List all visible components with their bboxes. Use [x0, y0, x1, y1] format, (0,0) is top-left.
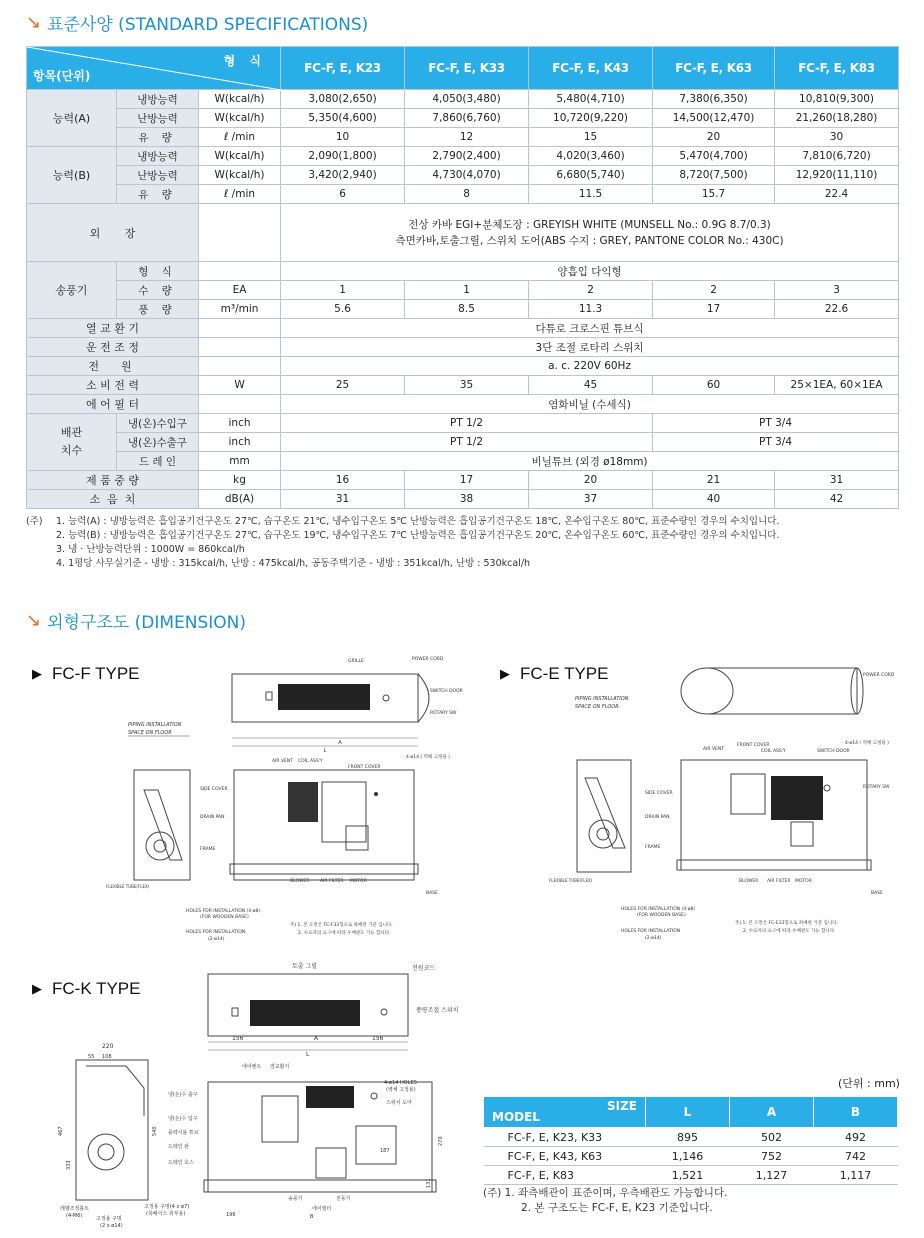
- for-wooden-label: (FOR WOODEN BASE): [200, 915, 249, 920]
- note-line: 4. 1평당 사무실기준 - 냉방 : 315kcal/h, 난방 : 475kcal/h, 공동주택기준 - 냉방 : 351kcal/h, 난방 : 530kcal/h: [56, 558, 531, 569]
- k-power-cord-label: 전원코드: [412, 965, 436, 972]
- holes-install-label: HOLES FOR INSTALLATION: [186, 930, 246, 935]
- table-cell: 1: [405, 281, 529, 300]
- table-cell: 42: [775, 490, 899, 509]
- table-cell: 8: [405, 185, 529, 204]
- fce-drawing: [545, 648, 895, 946]
- dim-l: L: [323, 748, 327, 754]
- k-flex-label: 플렉시블 튜브: [168, 1130, 199, 1136]
- table-cell: 5,480(4,710): [529, 90, 653, 109]
- holes-install-sub: (2-ø14): [645, 936, 662, 941]
- table-cell: 15.7: [653, 185, 775, 204]
- dimension-unit-note: (단위 : mm): [838, 1077, 900, 1090]
- table-cell: 4,050(3,480): [405, 90, 529, 109]
- table-cell: 1,127: [730, 1166, 814, 1185]
- table-cell: 2: [653, 281, 775, 300]
- table-cell: PT 1/2: [281, 433, 653, 452]
- k-motor-label: 전동기: [336, 1196, 351, 1202]
- table-cell: a. c. 220V 60Hz: [281, 357, 899, 376]
- blower-label: BLOWER: [290, 879, 310, 884]
- holes-install-sub: (2-ø14): [208, 937, 225, 942]
- row-unit-empty: [199, 204, 281, 262]
- row-unit: ℓ /min: [199, 185, 281, 204]
- table-cell: 15: [529, 128, 653, 147]
- dim-b: B: [310, 1214, 314, 1220]
- fcf-note-1: 주) 1. 본 도면은 FC-F33형으로 좌배관 기준 입니다.: [290, 923, 393, 928]
- exterior-cell: [281, 204, 899, 262]
- k-outlet-label: 냉(온)수 출구: [168, 1092, 198, 1098]
- table-cell: 5,470(4,700): [653, 147, 775, 166]
- row-unit: W(kcal/h): [199, 147, 281, 166]
- frame-label: FRAME: [645, 845, 661, 850]
- table-cell: 2,090(1,800): [281, 147, 405, 166]
- table-cell: 30: [775, 128, 899, 147]
- column-header: A: [730, 1097, 814, 1128]
- table-cell: 1,146: [646, 1147, 730, 1166]
- table-cell: 3,080(2,650): [281, 90, 405, 109]
- table-cell: 40: [653, 490, 775, 509]
- table-row: [27, 471, 899, 490]
- row-unit: EA: [199, 281, 281, 300]
- notes-mark: (주): [26, 516, 43, 527]
- header-type: 형 식: [223, 54, 267, 68]
- table-cell: 38: [405, 490, 529, 509]
- row-unit: dB(A): [199, 490, 281, 509]
- group-label-line: 배관: [60, 426, 83, 439]
- table-cell: 3,420(2,940): [281, 166, 405, 185]
- table-cell: 6,680(5,740): [529, 166, 653, 185]
- table-cell: 35: [405, 376, 529, 395]
- frame-label: FRAME: [200, 847, 216, 852]
- row-label: 냉(온)수출구: [117, 433, 199, 452]
- side-cover-label: SIDE COVER: [645, 791, 673, 796]
- table-cell: PT 3/4: [653, 433, 899, 452]
- spec-table: [26, 46, 899, 509]
- piping-installation-label: PIPING INSTALLATION: [575, 696, 629, 702]
- arrow-icon: ↘: [26, 610, 42, 631]
- row-label: 풍 량: [117, 300, 199, 319]
- row-label: 형 식: [117, 262, 199, 281]
- exterior-line: 전상 카바 EGI+분체도장 : GREYISH WHITE (MUNSELL No.: 0.9G 8.7/0.3): [408, 218, 771, 231]
- switch-door-label: SWITCH DOOR: [817, 749, 850, 754]
- table-cell: PT 1/2: [281, 414, 653, 433]
- dim-a: A: [338, 740, 342, 746]
- dim-131: 131: [426, 1178, 432, 1188]
- row-label: 유 량: [117, 185, 199, 204]
- table-cell: 20: [529, 471, 653, 490]
- model-header: FC-F, E, K33: [405, 47, 529, 90]
- flex-tube-label: FLEXIBLE TUBE(FLEX): [106, 884, 150, 889]
- note-line: 1. 능력(A) : 냉방능력은 흡입공기건구온도 27℃, 습구온도 21℃, 냉수입구온도 5℃ 난방능력은 흡입공기건구온도 18℃, 온수입구온도 80℃, 표준수량인 경우의 수치입니다.: [56, 516, 780, 527]
- k-heat-ex-label: 열교환기: [270, 1064, 290, 1070]
- speed-switch-label: 풍량조절 스위치: [416, 1007, 459, 1014]
- table-cell: 11.3: [529, 300, 653, 319]
- row-unit: inch: [199, 414, 281, 433]
- spec-notes: [26, 515, 779, 571]
- table-cell: 10,720(9,220): [529, 109, 653, 128]
- dim-a: A: [314, 1035, 319, 1042]
- table-cell: 4,730(4,070): [405, 166, 529, 185]
- row-label: 냉(온)수입구: [117, 414, 199, 433]
- dim-467: 467: [58, 1126, 64, 1136]
- fix-hole2-label: 고정용 구멍(4 x ø7): [144, 1204, 190, 1210]
- k-air-filter-label: 에어필터: [312, 1206, 332, 1212]
- table-row: [27, 262, 899, 281]
- k-holes-label: 4-ø14 HOLES: [384, 1080, 417, 1086]
- table-cell: 21,260(18,280): [775, 109, 899, 128]
- model-header: FC-F, E, K23: [281, 47, 405, 90]
- row-label: 소 비 전 력: [27, 376, 199, 395]
- fix-hole-sub: (2 x ø14): [100, 1223, 123, 1229]
- fce-note-2: 2. 수요자의 요구에 따라 우배관도 가능 합니다.: [743, 929, 836, 934]
- table-cell: 7,810(6,720): [775, 147, 899, 166]
- table-row: [27, 185, 899, 204]
- table-cell: 3: [775, 281, 899, 300]
- power-cord-label: POWER CORD: [412, 657, 444, 662]
- holes-4-label: 4-ø14 ( 벽체 고정용 ): [845, 741, 889, 746]
- k-air-vent-label: 에어벤트: [242, 1064, 262, 1070]
- dim-55: 55: [88, 1054, 95, 1060]
- grille-label: GRILLE: [348, 659, 364, 664]
- table-cell: 25: [281, 376, 405, 395]
- dimension-header-corner: [484, 1097, 646, 1128]
- spec-section-title: [26, 10, 368, 35]
- front-cover-label: FRONT COVER: [737, 743, 770, 748]
- row-label: 난방능력: [117, 166, 199, 185]
- holes-wooden-label: HOLES FOR INSTALLATION (4-ø8): [186, 909, 261, 914]
- table-cell: 10,810(9,300): [775, 90, 899, 109]
- model-cell: FC-F, E, K43, K63: [484, 1147, 646, 1166]
- leveling-label: 레벨조정볼트: [60, 1206, 89, 1212]
- table-cell: 4,020(3,460): [529, 147, 653, 166]
- table-cell: PT 3/4: [653, 414, 899, 433]
- table-row: [27, 414, 899, 433]
- switch-door-label: SWITCH DOOR: [430, 689, 463, 694]
- table-cell: 다튜로 크로스핀 튜브식: [281, 319, 899, 338]
- table-cell: 31: [281, 490, 405, 509]
- column-header: L: [646, 1097, 730, 1128]
- table-cell: 7,860(6,760): [405, 109, 529, 128]
- fck-drawing: [56, 956, 476, 1229]
- table-cell: 21: [653, 471, 775, 490]
- fce-type-text: FC-E TYPE: [520, 664, 609, 683]
- dimension-header-row: [484, 1097, 898, 1128]
- row-label: 외 장: [27, 204, 199, 262]
- table-cell: 1: [281, 281, 405, 300]
- table-row: [27, 433, 899, 452]
- table-cell: 7,380(6,350): [653, 90, 775, 109]
- table-cell: 1,117: [814, 1166, 898, 1185]
- dim-220: 220: [102, 1043, 114, 1050]
- row-unit: inch: [199, 433, 281, 452]
- row-label: 에 어 필 터: [27, 395, 199, 414]
- dim-l: L: [306, 1051, 310, 1058]
- model-header: FC-F, E, K63: [653, 47, 775, 90]
- for-wooden-label: (FOR WOODEN BASE): [637, 913, 686, 918]
- dimension-notes: [483, 1186, 727, 1216]
- table-cell: 1,521: [646, 1166, 730, 1185]
- header-corner: [27, 47, 281, 90]
- row-label: 제 품 중 량: [27, 471, 199, 490]
- group-label-line: 치수: [60, 444, 83, 457]
- table-cell: 492: [814, 1128, 898, 1147]
- table-row: [27, 376, 899, 395]
- row-label: 냉방능력: [117, 147, 199, 166]
- table-row: [27, 490, 899, 509]
- holes-wooden-label: HOLES FOR INSTALLATION (4-ø8): [621, 907, 696, 912]
- dim-108: 108: [102, 1054, 112, 1060]
- table-cell: 12: [405, 128, 529, 147]
- dim-196: 196: [226, 1212, 236, 1218]
- drain-pan-label: DRAIN PAN: [645, 815, 670, 820]
- piping-installation-label: PIPING INSTALLATION: [128, 722, 182, 728]
- dim-156: 156: [372, 1035, 384, 1042]
- table-cell: 45: [529, 376, 653, 395]
- row-unit: kg: [199, 471, 281, 490]
- table-row: [27, 281, 899, 300]
- row-unit-empty: [199, 319, 281, 338]
- leveling-sub: (4-M6): [66, 1213, 83, 1219]
- base-label: BASE: [871, 891, 883, 896]
- dimension-section-title: [26, 608, 246, 633]
- table-cell: 502: [730, 1128, 814, 1147]
- row-label: 전 원: [27, 357, 199, 376]
- table-row: [27, 147, 899, 166]
- k-inlet-label: 냉(온)수 입구: [168, 1116, 198, 1122]
- exterior-line: 측면카바,토출그릴, 스위치 도어(ABS 수지 : GREY, PANTONE COLOR No.: 430C): [395, 234, 784, 247]
- table-cell: 22.6: [775, 300, 899, 319]
- table-row: [27, 166, 899, 185]
- model-cell: FC-F, E, K23, K33: [484, 1128, 646, 1147]
- table-cell: 8.5: [405, 300, 529, 319]
- group-label: 송풍기: [27, 262, 117, 319]
- spec-header-row: [27, 47, 899, 90]
- table-cell: 12,920(11,110): [775, 166, 899, 185]
- table-cell: 17: [405, 471, 529, 490]
- fcf-type-text: FC-F TYPE: [52, 664, 140, 683]
- outlet-grille-label: 토출 그릴: [292, 963, 318, 970]
- table-cell: 31: [775, 471, 899, 490]
- table-cell: 22.4: [775, 185, 899, 204]
- table-cell: 2,790(2,400): [405, 147, 529, 166]
- table-cell: 17: [653, 300, 775, 319]
- table-row: [27, 204, 899, 262]
- row-unit: mm: [199, 452, 281, 471]
- table-cell: 752: [730, 1147, 814, 1166]
- dim-540: 540: [152, 1126, 158, 1136]
- space-on-floor-label: SPACE ON FLOOR: [128, 730, 172, 736]
- table-row: [27, 395, 899, 414]
- table-cell: 2: [529, 281, 653, 300]
- table-cell: 6: [281, 185, 405, 204]
- table-cell: 11.5: [529, 185, 653, 204]
- table-cell: 10: [281, 128, 405, 147]
- k-drain-pan-label: 드레인 판: [168, 1144, 189, 1150]
- table-cell: 60: [653, 376, 775, 395]
- fix-hole2-sub: (목베이스 취부용): [146, 1211, 186, 1217]
- table-cell: 895: [646, 1128, 730, 1147]
- air-filter-label: AIR FILTER: [767, 879, 791, 884]
- table-cell: 8,720(7,500): [653, 166, 775, 185]
- row-unit-empty: [199, 395, 281, 414]
- row-unit: W(kcal/h): [199, 109, 281, 128]
- row-label: 수 량: [117, 281, 199, 300]
- arrow-icon: ↘: [26, 12, 42, 33]
- row-unit-empty: [199, 262, 281, 281]
- row-label: 드 레 인: [117, 452, 199, 471]
- dimension-note-line: 2. 본 구조도는 FC-F, E, K23 기준입니다.: [521, 1202, 713, 1214]
- table-cell: 양흡입 다익형: [281, 262, 899, 281]
- fck-type-text: FC-K TYPE: [52, 979, 141, 998]
- table-row: [27, 300, 899, 319]
- power-cord-label: POWER CORD: [863, 673, 895, 678]
- table-cell: 비닐튜브 (외경 ø18mm): [281, 452, 899, 471]
- table-cell: 14,500(12,470): [653, 109, 775, 128]
- k-blower-label: 송풍기: [288, 1196, 303, 1202]
- row-label: 유 량: [117, 128, 199, 147]
- dim-187: 187: [380, 1148, 390, 1154]
- air-vent-label: AIR VENT: [272, 759, 293, 764]
- model-header: FC-F, E, K43: [529, 47, 653, 90]
- size-label: SIZE: [606, 1099, 637, 1113]
- blower-label: BLOWER: [739, 879, 759, 884]
- flex-tube-label: FLEXIBLE TUBE(FLEX): [549, 878, 593, 883]
- row-unit: W(kcal/h): [199, 90, 281, 109]
- table-cell: 16: [281, 471, 405, 490]
- air-vent-label: AIR VENT: [703, 747, 724, 752]
- row-label: 소 음 치: [27, 490, 199, 509]
- fcf-note-2: 2. 수요자의 요구에 따라 우배관도 가능 합니다.: [298, 931, 391, 936]
- row-unit-empty: [199, 338, 281, 357]
- header-item: 항목(단위): [33, 69, 91, 83]
- table-cell: 3단 조절 로타리 스위치: [281, 338, 899, 357]
- coil-label: COIL ASS'Y: [761, 749, 786, 754]
- triangle-icon: ▶: [32, 981, 42, 996]
- table-cell: 5.6: [281, 300, 405, 319]
- space-on-floor-label: SPACE ON FLOOR: [575, 704, 619, 710]
- triangle-icon: ▶: [500, 666, 510, 681]
- note-line: 3. 냉 · 난방능력단위 : 1000W = 860kcal/h: [56, 544, 245, 555]
- table-cell: 37: [529, 490, 653, 509]
- row-unit: W: [199, 376, 281, 395]
- rotary-sw-label: ROTARY SW: [430, 711, 457, 716]
- model-cell: FC-F, E, K83: [484, 1166, 646, 1185]
- drain-pan-label: DRAIN PAN: [200, 815, 225, 820]
- fce-note-1: 주) 1. 본 도면은 FC-E33형으로 좌배관 기준 입니다.: [735, 921, 838, 926]
- front-cover-label: FRONT COVER: [348, 765, 381, 770]
- holes-install-label: HOLES FOR INSTALLATION: [621, 929, 681, 934]
- base-label: BASE: [426, 891, 438, 896]
- row-label: 운 전 조 정: [27, 338, 199, 357]
- dimension-title-text: 외형구조도 (DIMENSION): [47, 613, 247, 633]
- table-row: [484, 1128, 898, 1147]
- row-unit: ℓ /min: [199, 128, 281, 147]
- model-header: FC-F, E, K83: [775, 47, 899, 90]
- table-row: [484, 1147, 898, 1166]
- group-label: 능력(B): [27, 147, 117, 204]
- table-cell: 25×1EA, 60×1EA: [775, 376, 899, 395]
- table-cell: 742: [814, 1147, 898, 1166]
- spec-title-text: 표준사양 (STANDARD SPECIFICATIONS): [47, 15, 369, 35]
- coil-label: COIL ASS'Y: [298, 759, 323, 764]
- dim-156: 156: [232, 1035, 244, 1042]
- table-cell: 5,350(4,600): [281, 109, 405, 128]
- table-row: [27, 90, 899, 109]
- row-label: 냉방능력: [117, 90, 199, 109]
- table-row: [484, 1166, 898, 1185]
- model-label: MODEL: [492, 1110, 540, 1124]
- dim-333: 333: [66, 1160, 72, 1170]
- table-row: [27, 452, 899, 471]
- column-header: B: [814, 1097, 898, 1128]
- table-row: [27, 319, 899, 338]
- dimension-note-line: (주) 1. 좌측배관이 표준이며, 우측배관도 가능합니다.: [483, 1187, 728, 1199]
- table-row: [27, 357, 899, 376]
- row-label: 열 교 환 기: [27, 319, 199, 338]
- table-row: [27, 338, 899, 357]
- side-cover-label: SIDE COVER: [200, 787, 228, 792]
- note-line: 2. 능력(B) : 냉방능력은 흡입공기건구온도 27℃, 습구온도 19℃, 냉수입구온도 7℃ 난방능력은 흡입공기건구온도 20℃, 온수입구온도 60℃, 표준수량인 경우의 수치입니다.: [56, 530, 780, 541]
- fcf-drawing: [100, 650, 463, 950]
- air-filter-label: AIR FILTER: [320, 879, 344, 884]
- row-unit-empty: [199, 357, 281, 376]
- triangle-icon: ▶: [32, 666, 42, 681]
- row-unit: W(kcal/h): [199, 166, 281, 185]
- motor-label: MOTOR: [350, 879, 367, 884]
- k-holes-sub: (벽체 고정용): [386, 1087, 416, 1093]
- table-row: [27, 109, 899, 128]
- table-cell: 20: [653, 128, 775, 147]
- k-switch-door-label: 스위치 도어: [386, 1100, 412, 1106]
- table-row: [27, 128, 899, 147]
- group-label: [27, 414, 117, 471]
- dim-270: 270: [438, 1136, 444, 1146]
- dimension-table: [483, 1096, 898, 1185]
- fix-hole-label: 고정용 구멍: [96, 1216, 122, 1222]
- motor-label: MOTOR: [795, 879, 812, 884]
- group-label: 능력(A): [27, 90, 117, 147]
- row-label: 난방능력: [117, 109, 199, 128]
- table-cell: 염화비닐 (수세식): [281, 395, 899, 414]
- k-drain-hose-label: 드레인 호스: [168, 1160, 194, 1166]
- row-unit: m³/min: [199, 300, 281, 319]
- holes-4-label: 4-ø14 ( 벽체 고정용 ): [406, 755, 450, 760]
- rotary-sw-label: ROTARY SW: [863, 785, 890, 790]
